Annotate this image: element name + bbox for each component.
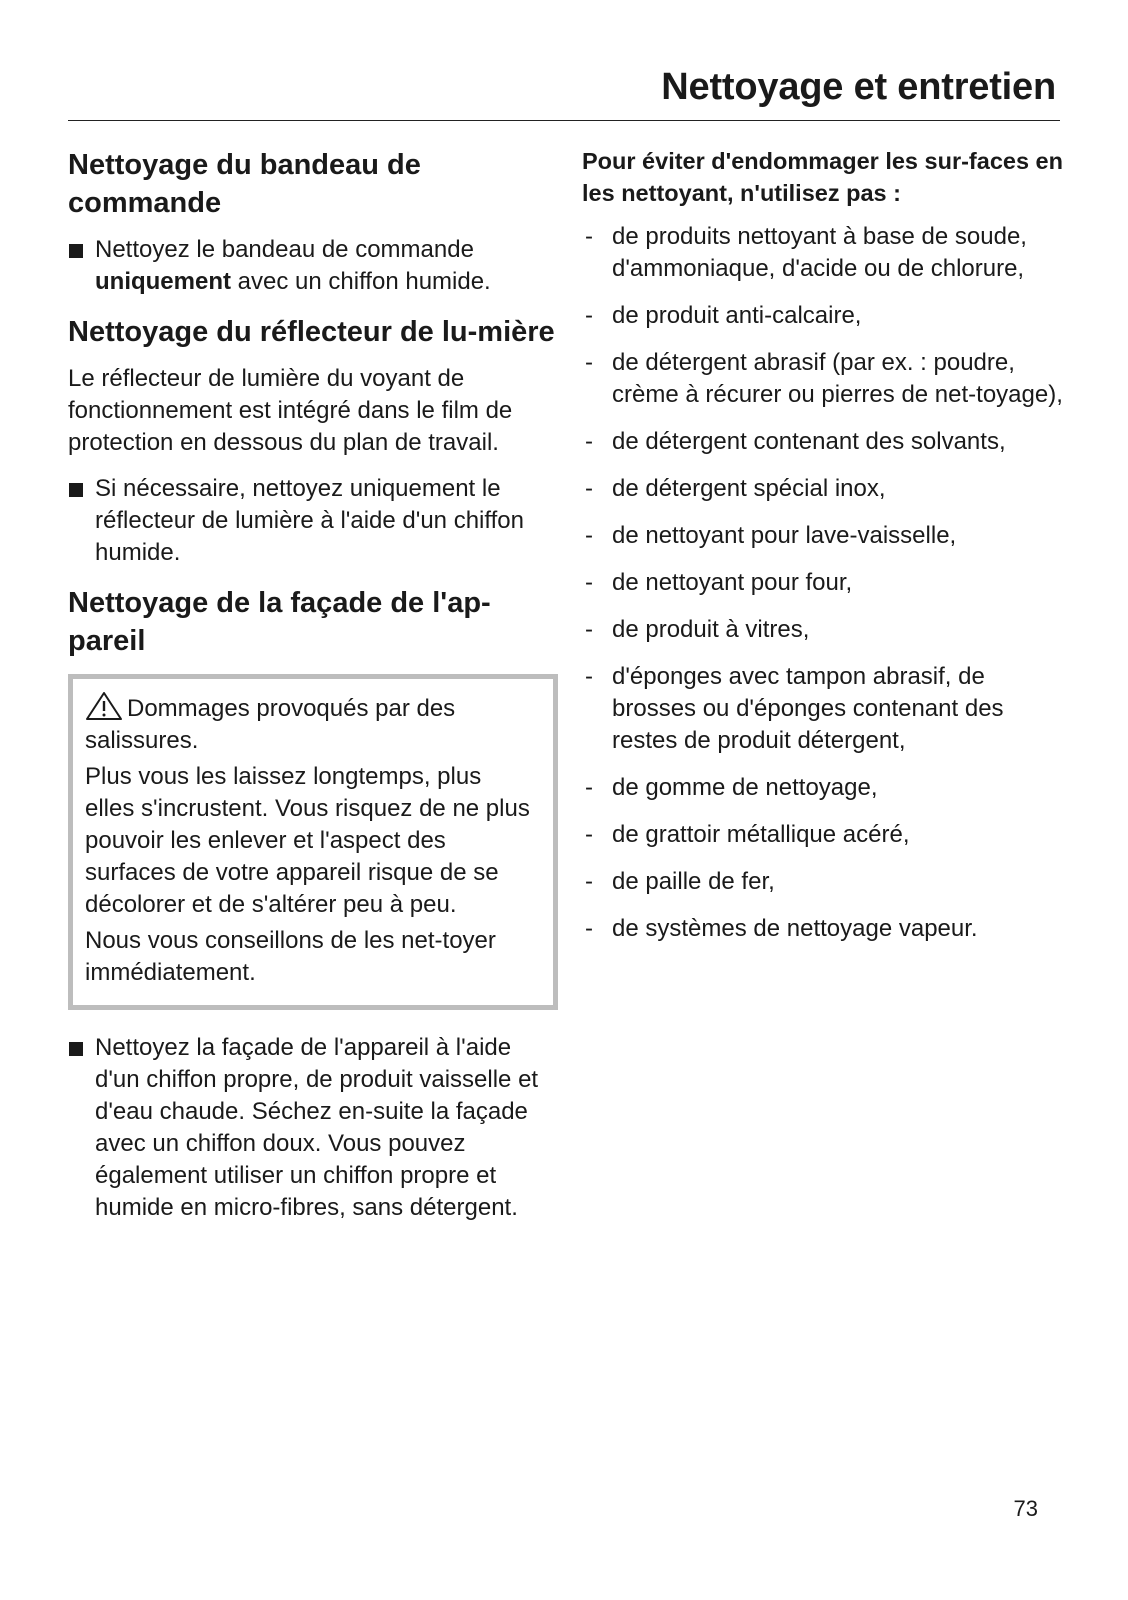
warning-triangle-icon [85,691,123,721]
list-item: - de produits nettoyant à base de soude, d'ammoniaque, d'acide ou de chlorure, [585,223,1027,282]
list-item: - de systèmes de nettoyage vapeur. [585,915,978,942]
page-number: 73 [1013,1496,1038,1521]
square-bullet-icon [69,483,83,497]
square-bullet-icon [69,244,83,258]
list-item: - de détergent spécial inox, [585,475,886,502]
list-item: - de nettoyant pour four, [585,569,853,596]
section-light-reflector [68,313,558,569]
square-bullet-icon [69,1042,83,1056]
section-control-panel [68,146,558,298]
list-intro: Pour éviter d'endommager les sur-faces en les nettoyant, n'utilisez pas : [582,148,1063,206]
warning-box [68,674,558,1010]
list-item: - de produit à vitres, [585,616,810,643]
list-item: - de produit anti-calcaire, [585,302,862,329]
list-item: - de nettoyant pour lave-vaisselle, [585,522,957,549]
page-header [68,60,1060,121]
warning-paragraph: Nous vous conseillons de les net-toyer immédiatement. [85,927,496,986]
bullet-text: Nettoyez le bandeau de commande uniquement avec un chiffon humide. [95,236,491,295]
warning-title: Dommages provoqués par des salissures. [85,695,456,754]
list-item: - de gomme de nettoyage, [585,774,878,801]
product-list [582,221,1068,945]
list-item: - d'éponges avec tampon abrasif, de brosses ou d'éponges contenant des restes de produit détergent, [585,663,1004,754]
right-column [582,145,1068,960]
bullet-text: Si nécessaire, nettoyez uniquement le réflecteur de lumière à l'aide d'un chiffon humide. [95,475,524,566]
paragraph: Le réflecteur de lumière du voyant de fonctionnement est intégré dans le film de protection en dessous du plan de travail. [68,365,513,456]
bullet-item [68,1032,558,1224]
list-item: - de détergent abrasif (par ex. : poudre, crème à récurer ou pierres de net-toyage), [585,349,1063,408]
list-item: - de grattoir métallique acéré, [585,821,910,848]
list-item: - de détergent contenant des solvants, [585,428,1006,455]
bullet-text: Nettoyez la façade de l'appareil à l'aide d'un chiffon propre, de produit vaisselle et d'eau chaude. Séchez en-suite la façade avec un chiffon doux. Vous pouvez également utiliser un chiffon propre et humide en micro-fibres, sans détergent. [95,1034,539,1221]
bullet-item [68,473,558,569]
warning-paragraph: Plus vous les laissez longtemps, plus elles s'incrustent. Vous risquez de ne plus pouvoir les enlever et l'aspect des surfaces de votre appareil risque de se décolorer et de s'altérer peu à peu. [85,763,530,918]
bullet-item [68,234,558,298]
section-heading: Nettoyage du réflecteur de lu-mière [68,316,555,348]
section-heading: Nettoyage de la façade de l'ap-pareil [68,587,491,657]
list-item: - de paille de fer, [585,868,775,895]
page-title: Nettoyage et entretien [661,66,1056,108]
section-heading: Nettoyage du bandeau de commande [68,149,421,219]
left-column [68,140,558,1239]
section-appliance-front [68,584,558,1224]
